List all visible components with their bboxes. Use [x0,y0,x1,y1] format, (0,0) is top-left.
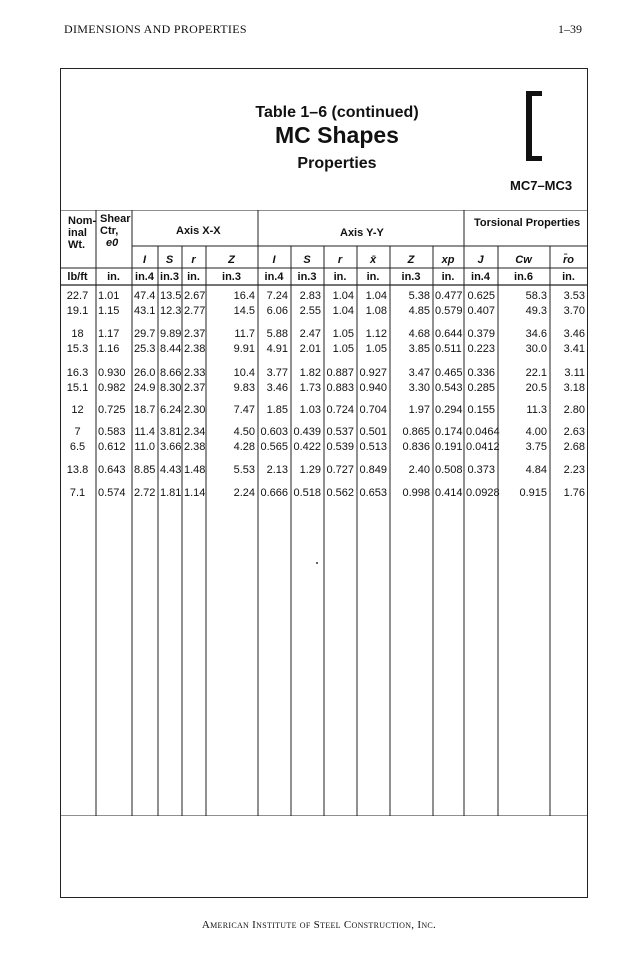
table-cell: 0.930 [98,367,126,379]
table-cell: 16.3 [66,367,89,379]
table-cell: 0.537 [326,426,354,438]
table-cell: 0.579 [435,305,463,317]
table-cell: 1.82 [299,367,321,379]
table-cell: 7.1 [69,487,86,499]
table-cell: 1.12 [365,328,387,340]
table-cell: 3.18 [563,382,585,394]
unit-cell: in. [107,271,120,283]
table-cell: 2.24 [233,487,255,499]
table-cell: 3.70 [563,305,585,317]
column-header: S [303,254,311,266]
table-cell: 1.97 [408,404,430,416]
table-cell: 22.7 [66,290,89,302]
table-cell: 3.85 [408,343,430,355]
table-cell: 0.643 [98,464,126,476]
table-cell: 0.836 [402,441,430,453]
table-caption: Table 1–6 (continued) [255,104,419,121]
column-header: r [337,254,343,266]
table-cell: 0.927 [359,367,387,379]
table-cell: 2.40 [408,464,430,476]
unit-cell: in. [333,271,347,283]
table-cell: 15.3 [66,343,89,355]
table-cell: 26.0 [134,367,156,379]
table-cell: 1.29 [299,464,321,476]
table-cell: 29.7 [134,328,156,340]
unit-cell: in. [441,271,455,283]
table-cell: 0.612 [98,441,126,453]
table-cell: 47.4 [134,290,156,302]
unit-cell: in. [366,271,380,283]
table-cell: 4.28 [233,441,255,453]
table-cell: 2.13 [266,464,288,476]
channel-shape-icon [526,91,542,161]
table-cell: 43.1 [134,305,156,317]
table-cell: 0.644 [435,328,463,340]
table-cell: 9.89 [160,328,182,340]
table-cell: 14.5 [233,305,255,317]
table-cell: 0.653 [359,487,387,499]
column-header: S [165,254,174,266]
table-cell: 1.73 [299,382,321,394]
table-cell: 1.05 [332,328,354,340]
table-cell: 49.3 [525,305,547,317]
torsional-properties-header: Torsional Properties [474,217,581,229]
table-cell: 10.4 [233,367,255,379]
table-cell: 2.23 [563,464,585,476]
table-cell: 0.583 [98,426,126,438]
table-cell: 0.285 [467,382,495,394]
table-cell: 0.373 [467,464,495,476]
unit-cell: in.3 [222,271,241,283]
axis-xx-header: Axis X-X [176,225,221,237]
table-cell: 0.407 [467,305,495,317]
table-cell: 2.67 [184,290,206,302]
column-header: r [191,254,196,266]
table-cell: 0.191 [435,441,463,453]
table-cell: 11.0 [134,441,155,453]
table-cell: 3.75 [525,441,547,453]
table-cell: 4.00 [525,426,547,438]
table-cell: 9.91 [233,343,255,355]
table-cell: 7.24 [266,290,288,302]
table-cell: 2.30 [184,404,206,416]
table-cell: 58.3 [525,290,547,302]
table-cell: 0.0412 [466,441,500,453]
table-cell: 0.883 [326,382,354,394]
table-cell: 0.704 [359,404,387,416]
column-header: I [142,254,147,266]
table-cell: 30.0 [525,343,547,355]
table-cell: 5.88 [266,328,288,340]
table-cell: 1.01 [98,290,120,302]
table-cell: 0.465 [435,367,463,379]
table-cell: 11.3 [526,404,547,416]
table-cell: 4.91 [266,343,288,355]
table-cell: 4.43 [160,464,182,476]
column-header: J [477,254,484,266]
table-cell: 2.83 [299,290,321,302]
table-cell: 0.998 [402,487,430,499]
column-header: r̄o [563,254,574,266]
column-header: I [272,254,276,266]
table-cell: 20.5 [525,382,547,394]
table-cell: 0.414 [435,487,463,499]
table-cell: 7 [74,426,81,438]
shape-range-label: MC7–MC3 [510,178,573,193]
table-cell: 3.30 [408,382,430,394]
table-cell: 2.38 [184,441,206,453]
table-cell: 8.66 [160,367,182,379]
column-header: Z [228,254,235,266]
table-cell: 3.77 [266,367,288,379]
table-cell: 0.865 [402,426,430,438]
table-cell: 1.14 [184,487,206,499]
table-cell: 0.336 [467,367,495,379]
table-cell: 4.84 [525,464,547,476]
table-cell: 19.1 [66,305,89,317]
table-cell: 0.223 [467,343,495,355]
table-cell: 1.03 [299,404,321,416]
table-cell: 3.41 [563,343,585,355]
table-cell: 0.174 [435,426,463,438]
table-cell: 1.15 [98,305,120,317]
unit-cell: in.4 [135,271,154,283]
table-cell: 18.7 [134,404,156,416]
table-cell: 0.724 [326,404,354,416]
table-cell: 2.80 [563,404,585,416]
page-number: 1–39 [558,22,582,36]
table-cell: 0.539 [326,441,354,453]
table-cell: 0.725 [98,404,126,416]
table-cell: 34.6 [525,328,547,340]
table-cell: 2.68 [563,441,585,453]
table-cell: 0.574 [98,487,126,499]
table-cell: 0.294 [435,404,463,416]
table-cell: 0.666 [260,487,288,499]
table-cell: 1.48 [184,464,206,476]
table-cell: 2.37 [184,382,206,394]
table-cell: 1.04 [332,290,354,302]
table-cell: 16.4 [233,290,255,302]
table-cell: 3.47 [408,367,430,379]
page-footer: American Institute of Steel Construction, Inc. [201,919,437,931]
table-cell: 18 [71,328,84,340]
unit-cell: lb/ft [67,271,88,283]
table-cell: 0.543 [435,382,463,394]
table-subtitle: Properties [297,155,377,172]
table-cell: 2.55 [299,305,321,317]
column-header: Cw [515,254,532,266]
table-cell: 7.47 [233,404,255,416]
table-cell: 3.66 [160,441,182,453]
column-header: Z [407,254,415,266]
table-cell: 6.06 [266,305,288,317]
table-cell: 2.01 [299,343,321,355]
table-cell: 0.439 [293,426,321,438]
table-cell: 6.5 [69,441,86,453]
table-cell: 13.8 [66,464,89,476]
table-cell: 0.422 [293,441,321,453]
table-cell: 1.05 [365,343,387,355]
table-cell: 3.81 [160,426,182,438]
table-cell: 1.04 [365,290,387,302]
table-cell: 8.44 [160,343,182,355]
unit-cell: in.3 [160,271,179,283]
table-cell: 2.34 [184,426,206,438]
table-cell: 0.915 [519,487,547,499]
table-cell: 0.849 [359,464,387,476]
table-cell: 0.518 [293,487,321,499]
table-cell: 13.5 [160,290,182,302]
table-cell: 0.379 [467,328,495,340]
table-cell: 11.4 [134,426,155,438]
table-cell: 0.625 [467,290,495,302]
table-cell: 0.513 [359,441,387,453]
table-cell: 5.53 [233,464,255,476]
table-cell: 0.0464 [466,426,500,438]
unit-cell: in.6 [514,271,533,283]
table-cell: 1.08 [365,305,387,317]
table-cell: 0.501 [359,426,387,438]
table-cell: 8.30 [160,382,182,394]
table-cell: 0.511 [435,343,462,355]
unit-cell: in.3 [401,271,421,283]
table-cell: 0.508 [435,464,463,476]
table-cell: 4.85 [408,305,430,317]
table-cell: 2.47 [299,328,321,340]
table-cell: 5.38 [408,290,430,302]
shear-center-header: Shear Ctr, e0 [100,213,131,249]
table-cell: 22.1 [525,367,547,379]
table-cell: 0.565 [260,441,288,453]
table-cell: 3.11 [564,367,585,379]
table-cell: 2.33 [184,367,206,379]
table-cell: 0.0928 [466,487,500,499]
column-header: xp [441,254,455,266]
table-cell: 8.85 [134,464,156,476]
table-cell: 2.77 [184,305,206,317]
unit-cell: in. [562,271,575,283]
table-cell: 12 [71,404,84,416]
table-cell: 0.887 [326,367,354,379]
column-header: x̄ [369,254,377,266]
table-cell: 3.53 [563,290,585,302]
table-cell: 9.83 [233,382,255,394]
axis-yy-header: Axis Y-Y [340,227,384,239]
table-cell: 12.3 [160,305,182,317]
nominal-weight-header: Nom- inal Wt. [68,215,97,251]
table-cell: 1.04 [332,305,354,317]
table-cell: 6.24 [160,404,182,416]
table-cell: 2.72 [134,487,156,499]
table-cell: 0.477 [435,290,463,302]
table-cell: 2.38 [184,343,206,355]
table-cell: 11.7 [234,328,255,340]
unit-cell: in. [187,271,200,283]
unit-cell: in.4 [264,271,284,283]
table-cell: 15.1 [66,382,89,394]
table-cell: 0.603 [260,426,288,438]
table-title: MC Shapes [275,122,399,148]
table-cell: 4.68 [408,328,430,340]
table-cell: 3.46 [563,328,585,340]
table-cell: 1.76 [563,487,585,499]
table-cell: 4.50 [233,426,255,438]
table-cell: 1.81 [160,487,182,499]
table-cell: 0.155 [467,404,495,416]
table-cell: 0.562 [326,487,354,499]
table-cell: 3.46 [266,382,288,394]
stray-mark [316,562,318,564]
table-cell: 1.85 [266,404,288,416]
table-cell: 25.3 [134,343,156,355]
table-cell: 0.982 [98,382,126,394]
table-cell: 1.16 [98,343,120,355]
table-cell: 2.63 [563,426,585,438]
unit-cell: in.4 [471,271,490,283]
table-cell: 1.05 [332,343,354,355]
running-header: DIMENSIONS AND PROPERTIES [64,22,247,36]
unit-cell: in.3 [297,271,317,283]
table-cell: 2.37 [184,328,206,340]
table-cell: 0.940 [359,382,387,394]
table-cell: 1.17 [98,328,120,340]
table-cell: 0.727 [326,464,354,476]
table-cell: 24.9 [134,382,156,394]
